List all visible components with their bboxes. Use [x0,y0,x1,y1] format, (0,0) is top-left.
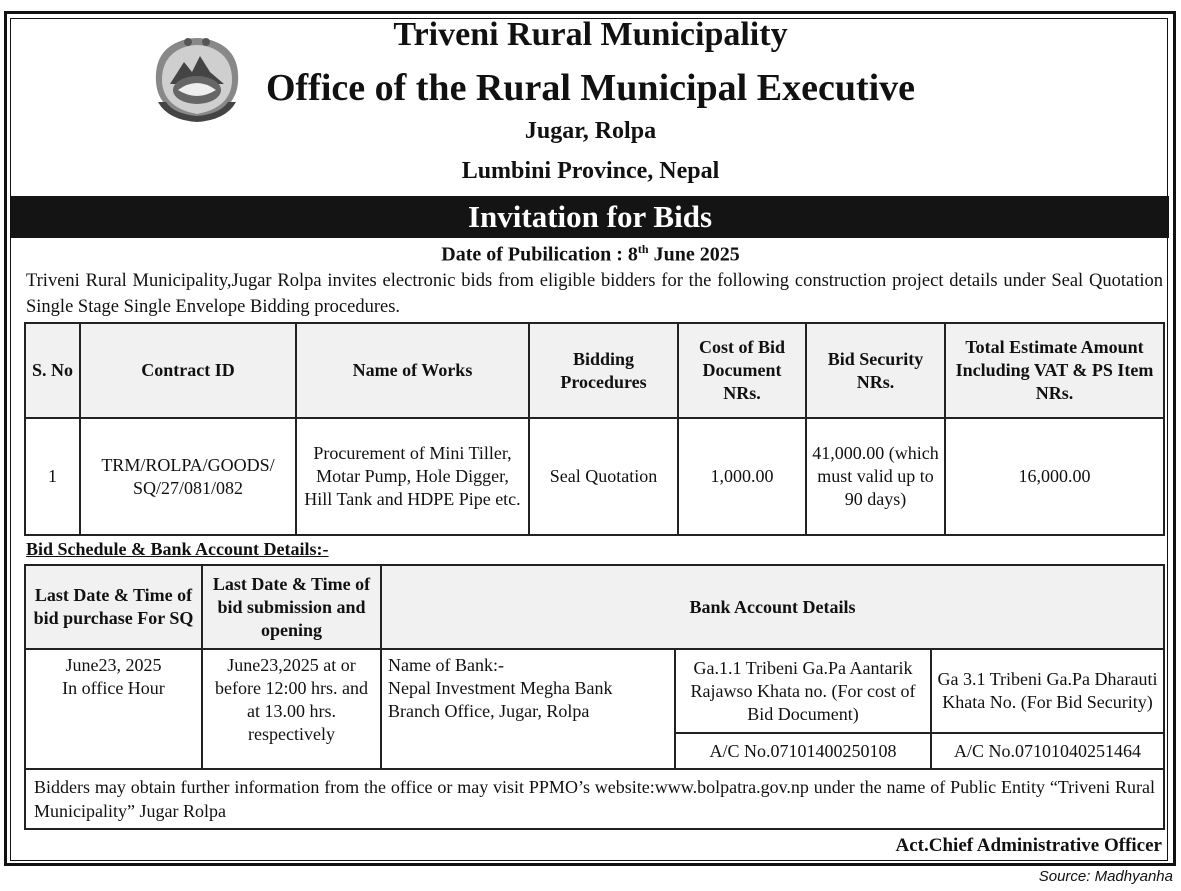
publication-date [0,242,1181,267]
purchase-date: June23, 2025 [65,655,162,675]
schedule-table [24,564,1165,830]
header-bank-account-details: Bank Account Details [381,565,1164,649]
table-row [25,769,1164,829]
table-row [25,649,1164,733]
source-credit: Source: Madhyanha [1038,868,1173,885]
cell-contract-id: TRM/ROLPA/GOODS/ SQ/27/081/082 [80,418,296,535]
bids-table [24,322,1165,536]
bids-table-header [25,323,1164,418]
bank-branch: Branch Office, Jugar, Rolpa [388,701,590,721]
header-bid-submission: Last Date & Time of bid submission and opening [202,565,381,649]
bank-name: Nepal Investment Megha Bank [388,678,613,698]
cell-total-estimate: 16,000.00 [945,418,1164,535]
cell-submission: June23,2025 at or before 12:00 hrs. and at 13.00 hrs. respectively [202,649,381,769]
header-sno: S. No [25,323,80,418]
header-cost-of-bid-document: Cost of Bid Document NRs. [678,323,806,418]
cell-account2-no: A/C No.07101040251464 [931,733,1164,769]
invitation-banner: Invitation for Bids [11,196,1169,238]
cell-bank-name [381,649,675,769]
schedule-table-header [25,565,1164,649]
table-row [25,418,1164,535]
signature: Act.Chief Administrative Officer [895,835,1162,856]
footnote: Bidders may obtain further information from the office or may visit PPMO’s website:www.bolpatra.gov.np under the name of Public Entity “Triveni Rural Municipality” Jugar Rolpa [25,769,1164,829]
header-total-estimate: Total Estimate Amount Including VAT & PS Item NRs. [945,323,1164,418]
publication-date-prefix: Date of Pubilication : 8 [441,243,638,266]
cell-bid-security: 41,000.00 (which must valid up to 90 days) [806,418,945,535]
cell-sno: 1 [25,418,80,535]
intro-paragraph: Triveni Rural Municipality,Jugar Rolpa invites electronic bids from eligible bidders for the following construction project details under Seal Quotation Single Stage Single Envelope Bidding procedures. [26,271,1163,317]
office-title: Office of the Rural Municipal Executive [265,67,916,109]
header-bid-security: Bid Security NRs. [806,323,945,418]
address-line-2: Lumbini Province, Nepal [461,158,720,184]
header-contract-id: Contract ID [80,323,296,418]
cell-cost-of-bid-document: 1,000.00 [678,418,806,535]
municipality-title: Triveni Rural Municipality [393,16,788,53]
header-bid-purchase: Last Date & Time of bid purchase For SQ [25,565,202,649]
cell-account1-no: A/C No.07101400250108 [675,733,931,769]
publication-date-suffix: June 2025 [648,243,740,266]
purchase-time: In office Hour [62,678,165,698]
cell-bidding-procedures: Seal Quotation [529,418,678,535]
cell-purchase [25,649,202,769]
header-name-of-works: Name of Works [296,323,529,418]
publication-date-sup: th [637,242,649,256]
address-line-1: Jugar, Rolpa [524,118,657,144]
cell-account1-desc: Ga.1.1 Tribeni Ga.Pa Aantarik Rajawso Khata no. (For cost of Bid Document) [675,649,931,733]
cell-account2-desc: Ga 3.1 Tribeni Ga.Pa Dharauti Khata No. (For Bid Security) [931,649,1164,733]
cell-name-of-works: Procurement of Mini Tiller, Motar Pump, Hole Digger, Hill Tank and HDPE Pipe etc. [296,418,529,535]
schedule-heading: Bid Schedule & Bank Account Details:- [26,539,329,559]
header-bidding-procedures: Bidding Procedures [529,323,678,418]
bank-name-label: Name of Bank:- [388,655,504,675]
